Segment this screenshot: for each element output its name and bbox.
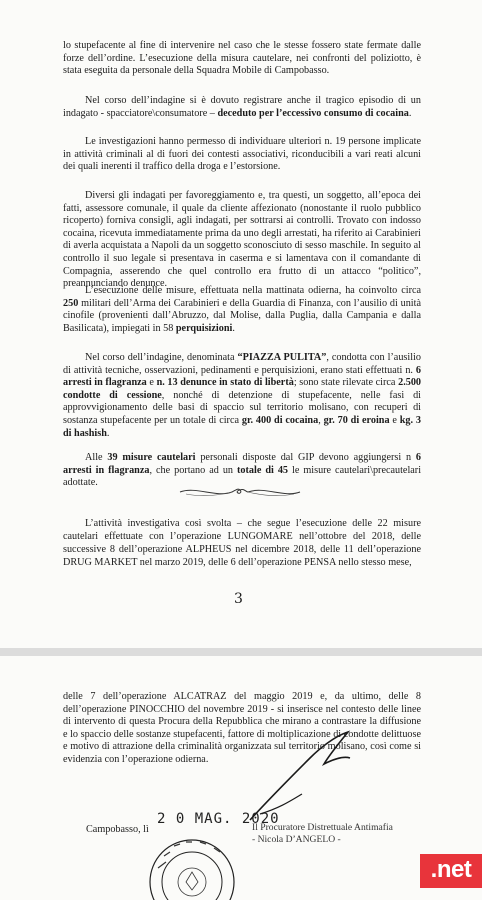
paragraph-6: [63, 352, 421, 440]
text-span: Nel corso dell’indagine si è dovuto registrare anche il tragico episodio di un indagato - spacciatore\consumatore –: [63, 95, 421, 119]
handwritten-signature-icon: [240, 728, 360, 828]
paragraph-text: delle 7 dell’operazione ALCATRAZ del maggio 2019 e, da ultimo, delle 8 dell’operazione PINOCCHIO del novembre 2019 - si inserisce nel contesto delle linee di intervento di questa Procura della Repubblica che mirano a contrastare la diffusione e lo spaccio delle sostanze stupefacenti, fattore di moltiplicazione di condotte delittuose e motivo di attrazione della criminalità organizzata sul territorio molisano, così come si evidenzia con l’operazione odierna.: [63, 691, 421, 765]
text-span: .: [408, 107, 412, 119]
paragraph-5: [63, 285, 421, 335]
paragraph-text: L’attività investigativa così svolta – che segue l’esecuzione delle 22 misure cautelari effettuate con l’operazione LUNGOMARE nell’ottobre del 2018, delle successive 8 dell’operazione ALPHEUS nel dicembre 2018, delle 11 dell’operazione DRUG MARKET nel marzo 2019, delle 6 dell’operazione PENSA nello stesso mese,: [63, 518, 421, 568]
bold-text: 250: [63, 297, 79, 309]
bold-text: perquisizioni: [175, 322, 233, 334]
text-span: e: [146, 377, 157, 389]
paragraph-2: [63, 95, 421, 120]
signatory-name: - Nicola D’ANGELO -: [252, 834, 341, 845]
operation-name: “PIAZZA PULITA”: [237, 352, 327, 363]
stamped-date: 2 0 MAG. 2020: [157, 811, 280, 827]
text-span: ; sono state rilevate circa: [293, 377, 399, 389]
text-span: ,: [318, 414, 324, 426]
text-span: , che portano ad un: [149, 464, 238, 476]
bold-text: 6 arresti in flagranza: [63, 364, 421, 389]
bold-text: 6 arresti in flagranza: [63, 452, 422, 476]
bold-text: n. 13 denunce in stato di libertà: [156, 377, 294, 389]
text-span: , condotta con l’ausilio di attività tecniche, osservazioni, pedinamenti e perquisizioni, erano stati effettuati n.: [63, 352, 421, 376]
text-span: , nonché di detenzione di stupefacente, nelle fasi di approvvigionamento delle basi di spaccio sul territorio molisano, con recuperi di sostanza stupefacente per un totale di circa: [63, 389, 421, 426]
paragraph-3: [63, 136, 421, 174]
paragraph-8: [63, 517, 421, 569]
site-watermark: .net: [420, 854, 482, 888]
bold-text: gr. 70 di eroina: [323, 414, 390, 426]
bold-text: gr. 400 di cocaina: [241, 414, 319, 426]
paragraph-text: Le investigazioni hanno permesso di individuare ulteriori n. 19 persone implicate in attività criminali al di fuori dei contesti associativi, riconducibili a vari reati alcuni dei quali inerenti il traffico della droga e l’estorsione.: [63, 136, 421, 173]
text-span: le misure cautelari\precautelari adottate.: [63, 464, 422, 489]
text-span: .: [232, 322, 235, 334]
decorative-divider-icon: [176, 484, 304, 500]
place-label: Campobasso, lì: [86, 824, 149, 835]
paragraph-4: [63, 190, 421, 291]
text-span: militari dell’Arma dei Carabinieri e della Guardia di Finanza, con l’ausilio di unità cinofile (provenienti dall’Abruzzo, dal Molise, dalla Puglia, dalla Campania e dalla Basilicata), impiegati in 58: [63, 297, 421, 334]
page-separator: [0, 648, 482, 656]
official-seal-icon: [146, 832, 238, 900]
bold-text: 39 misure cautelari: [107, 452, 196, 463]
page-number: 3: [234, 591, 243, 607]
text-span: e: [389, 414, 400, 426]
bold-text: totale di 45: [237, 464, 289, 476]
text-span: Nel corso dell’indagine, denominata: [85, 352, 238, 363]
paragraph-text: lo stupefacente al fine di intervenire nel caso che le stesse fossero state fermate dalle forze dell’ordine. L’esecuzione della misura cautelare, nei confronti del poliziotto, è stata eseguita da personale della Squadra Mobile di Campobasso.: [63, 40, 421, 77]
paragraph-text: Diversi gli indagati per favoreggiamento e, tra questi, un soggetto, all’epoca dei fatti, assessore comunale, il quale da cliente affezionato (nonostante il ruolo pubblico ricoperto) forniva consigli, agli indagati, per sottrarsi ai controlli. Trovato con indosso cocaina, ricevuta immediatamente prima da uno degli arrestati, ha riferito ai Carabinieri di averla acquistata a Napoli da un soggetto sconosciuto di sesso maschile. In seguito al controllo il suo legale si presentava in caserma e si lamentava con il comandante di Compagnia, asserendo che quel controllo era frutto di un attacco “politico”, preannunciando denunce.: [63, 190, 421, 290]
paragraph-1: [63, 40, 421, 78]
text-span: personali disposte dal GIP devono aggiungersi n: [195, 452, 416, 463]
bold-text: kg. 3 di hashish: [63, 414, 422, 439]
bold-text: deceduto per l’eccessivo consumo di cocaina: [217, 107, 409, 119]
text-span: .: [106, 427, 110, 439]
bold-text: 2.500 condotte di cessione: [63, 377, 422, 401]
signatory-title: Il Procuratore Distrettuale Antimafia: [252, 822, 393, 833]
text-span: L’esecuzione delle misure, effettuata nella mattinata odierna, ha coinvolto circa: [85, 285, 421, 296]
text-span: Alle: [85, 452, 108, 463]
